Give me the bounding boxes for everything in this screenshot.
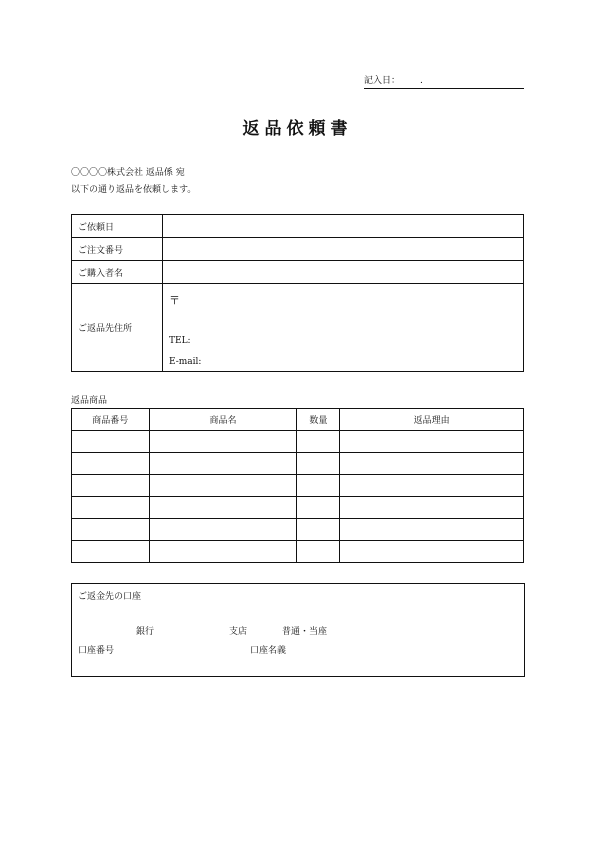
table-row xyxy=(72,431,524,453)
item-name-cell[interactable] xyxy=(149,453,297,475)
table-header-row xyxy=(72,409,524,431)
postal-mark: 〒 xyxy=(169,294,180,307)
quantity-cell[interactable] xyxy=(297,475,340,497)
item-name-cell[interactable] xyxy=(149,541,297,563)
item-number-cell[interactable] xyxy=(72,497,150,519)
return-address-label: ご返品先住所 xyxy=(72,284,163,372)
quantity-cell[interactable] xyxy=(297,541,340,563)
header-item-name: 商品名 xyxy=(149,409,297,431)
bank-label: 銀行 xyxy=(136,627,155,637)
table-row xyxy=(72,475,524,497)
refund-account-box[interactable] xyxy=(71,583,525,677)
header-quantity: 数量 xyxy=(297,409,340,431)
account-number-label: 口座番号 xyxy=(78,646,115,656)
date-label: 記入日： xyxy=(364,76,401,86)
item-number-cell[interactable] xyxy=(72,541,150,563)
order-number-field[interactable] xyxy=(163,238,524,261)
header-reason: 返品理由 xyxy=(340,409,524,431)
item-name-cell[interactable] xyxy=(149,519,297,541)
tel-label: TEL: xyxy=(169,336,191,346)
reason-cell[interactable] xyxy=(340,519,524,541)
table-row xyxy=(72,453,524,475)
account-name-label: 口座名義 xyxy=(250,646,287,656)
order-number-label: ご注文番号 xyxy=(72,238,163,261)
recipient-line: 〇〇〇〇株式会社 返品係 宛 xyxy=(71,168,185,178)
request-date-label: ご依頼日 xyxy=(72,215,163,238)
reason-cell[interactable] xyxy=(340,475,524,497)
buyer-name-field[interactable] xyxy=(163,261,524,284)
account-type-label: 普通・当座 xyxy=(282,627,328,637)
item-number-cell[interactable] xyxy=(72,431,150,453)
header-item-number: 商品番号 xyxy=(72,409,150,431)
return-items-table xyxy=(71,408,524,563)
item-number-cell[interactable] xyxy=(72,475,150,497)
items-section-title: 返品商品 xyxy=(71,396,108,406)
reason-cell[interactable] xyxy=(340,541,524,563)
item-name-cell[interactable] xyxy=(149,431,297,453)
reason-cell[interactable] xyxy=(340,431,524,453)
bank-section-title: ご返金先の口座 xyxy=(78,592,142,602)
item-number-cell[interactable] xyxy=(72,453,150,475)
branch-label: 支店 xyxy=(229,627,248,637)
table-row xyxy=(72,497,524,519)
return-address-field[interactable] xyxy=(163,284,524,372)
intro-line: 以下の通り返品を依頼します。 xyxy=(71,185,197,195)
table-row xyxy=(72,541,524,563)
reason-cell[interactable] xyxy=(340,497,524,519)
email-label: E-mail: xyxy=(169,357,202,367)
quantity-cell[interactable] xyxy=(297,431,340,453)
quantity-cell[interactable] xyxy=(297,453,340,475)
date-separator: . xyxy=(420,76,423,86)
item-name-cell[interactable] xyxy=(149,475,297,497)
item-number-cell[interactable] xyxy=(72,519,150,541)
table-row xyxy=(72,519,524,541)
request-date-field[interactable] xyxy=(163,215,524,238)
item-name-cell[interactable] xyxy=(149,497,297,519)
date-field[interactable] xyxy=(364,74,524,89)
reason-cell[interactable] xyxy=(340,453,524,475)
quantity-cell[interactable] xyxy=(297,519,340,541)
request-info-table xyxy=(71,214,524,372)
quantity-cell[interactable] xyxy=(297,497,340,519)
page-title: 返品依頼書 xyxy=(242,119,353,139)
buyer-name-label: ご購入者名 xyxy=(72,261,163,284)
